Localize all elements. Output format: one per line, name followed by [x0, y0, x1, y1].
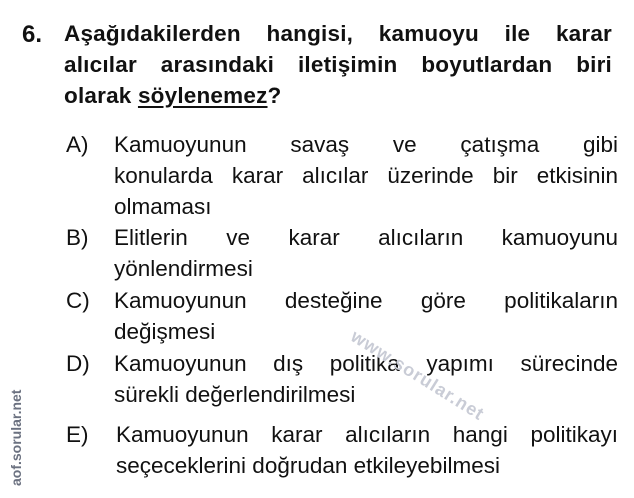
option-d-letter: D) [66, 351, 90, 376]
option-a-line1: Kamuoyunun savaş ve çatışma gibi [114, 132, 618, 157]
option-e-text [116, 419, 618, 481]
option-d-text [114, 348, 618, 410]
option-d[interactable] [66, 348, 618, 410]
diagonal-watermark: www.sorular.net [347, 326, 489, 425]
question-mark: ? [267, 83, 282, 108]
question-number: 6. [22, 21, 43, 48]
option-b-rest: yönlendirmesi [114, 256, 253, 281]
option-c-rest: değişmesi [114, 319, 216, 344]
side-watermark: aof.sorular.net [8, 389, 24, 486]
option-c-letter: C) [66, 288, 90, 313]
option-d-line1: Kamuoyunun dış politika yapımı sürecinde [114, 351, 618, 376]
option-c[interactable] [66, 285, 618, 347]
question-text [64, 18, 612, 111]
option-e[interactable] [66, 419, 618, 481]
question-negation-underlined: söylenemez [137, 83, 268, 108]
option-e-letter: E) [66, 422, 89, 447]
option-b-letter: B) [66, 225, 89, 250]
option-e-rest: seçeceklerini doğrudan etkileyebilmesi [116, 453, 500, 478]
option-b-line1: Elitlerin ve karar alıcıların kamuoyunu [114, 225, 618, 250]
option-a[interactable] [66, 129, 618, 222]
question-stem: Aşağıdakilerden hangisi, kamuoyu ile karar alıcılar arasındaki iletişimin boyutlardan biri olarak [64, 21, 612, 108]
option-a-letter: A) [66, 132, 89, 157]
option-a-rest: konularda karar alıcılar üzerinde bir etkisinin olmaması [114, 163, 618, 219]
option-e-line1: Kamuoyunun karar alıcıların hangi politikayı [116, 422, 618, 447]
option-c-line1: Kamuoyunun desteğine göre politikaların [114, 288, 618, 313]
option-b-text [114, 222, 618, 284]
option-a-text [114, 129, 618, 222]
option-d-rest: sürekli değerlendirilmesi [114, 382, 356, 407]
option-b[interactable] [66, 222, 618, 284]
